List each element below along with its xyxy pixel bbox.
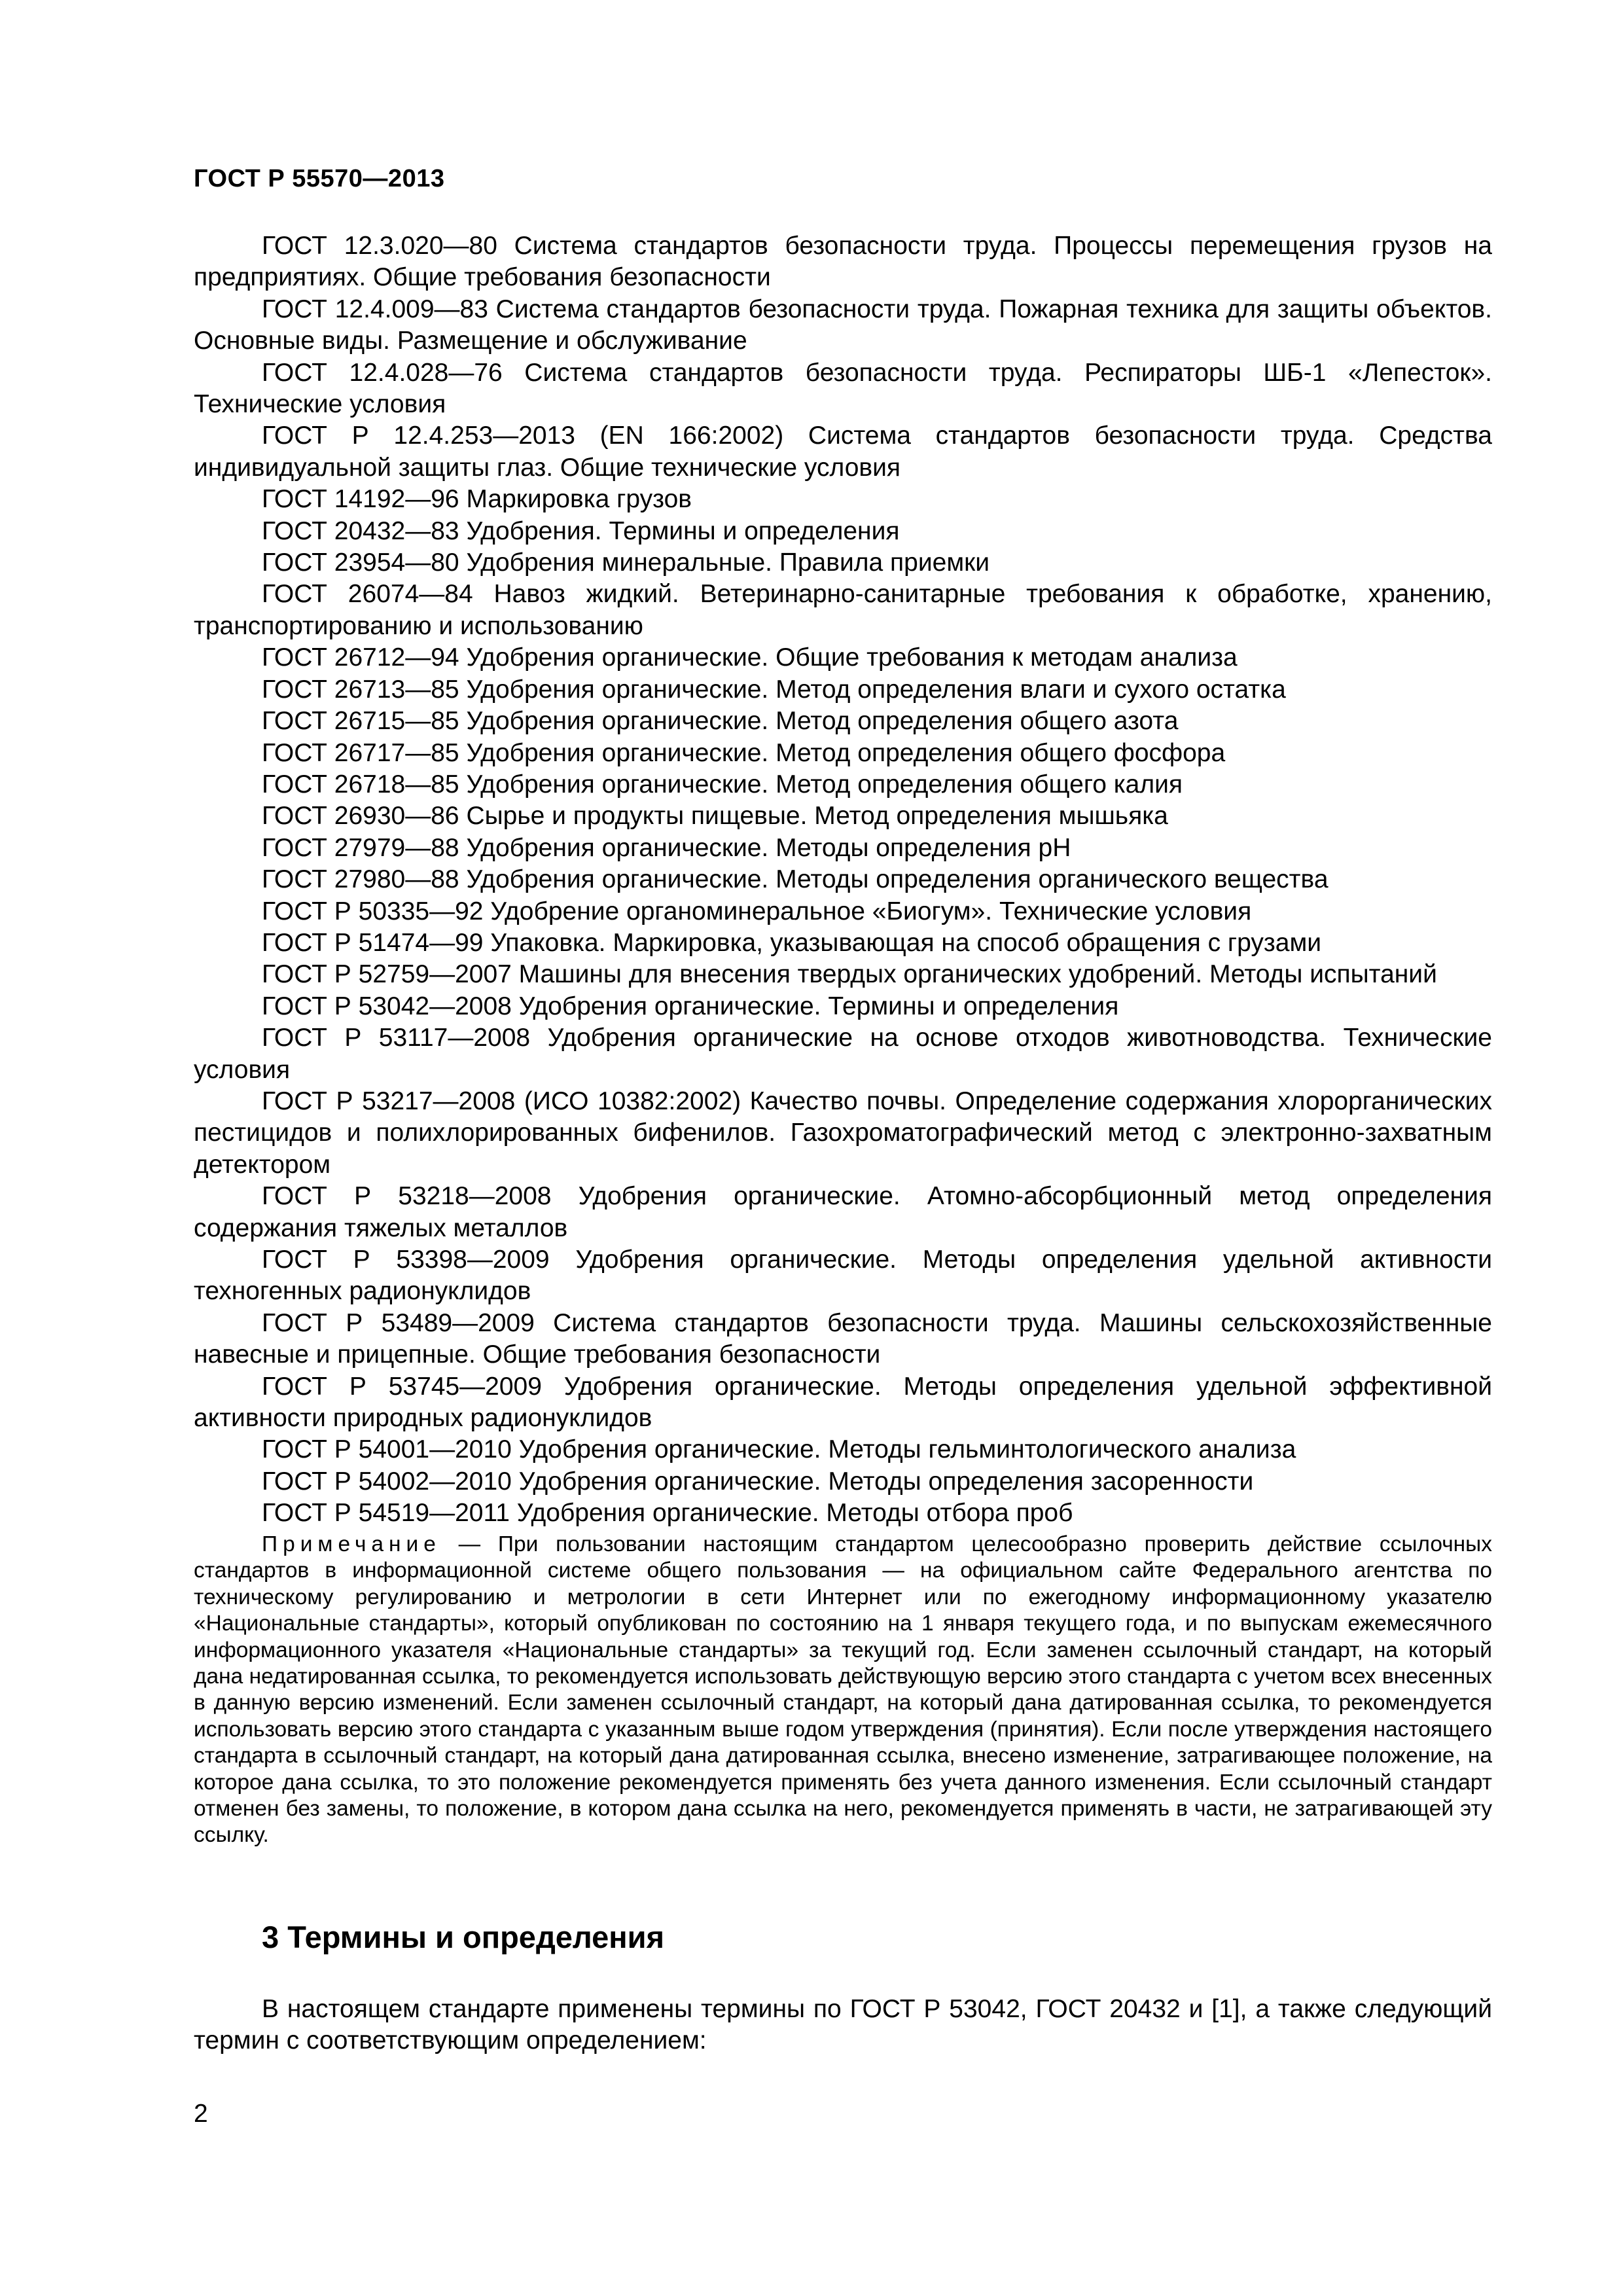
reference-item: ГОСТ 26718—85 Удобрения органические. Метод определения общего калия	[262, 770, 1183, 798]
reference-item: ГОСТ Р 54002—2010 Удобрения органические. Методы определения засоренности	[262, 1467, 1254, 1496]
page-number: 2	[194, 2100, 208, 2128]
reference-item: ГОСТ Р 53042—2008 Удобрения органические. Термины и определения	[262, 992, 1119, 1020]
reference-item: ГОСТ Р 50335—92 Удобрение органоминеральное «Биогум». Технические условия	[262, 897, 1252, 925]
reference-item: ГОСТ Р 53217—2008 (ИСО 10382:2002) Качество почвы. Определение содержания хлорорганических пестицидов и полихлорированных бифенилов. Газохроматографический метод с электронно-захватным детектором	[194, 1086, 1492, 1179]
reference-item: ГОСТ Р 53398—2009 Удобрения органические. Методы определения удельной активности техногенных радионуклидов	[194, 1246, 1492, 1306]
reference-item: ГОСТ 26717—85 Удобрения органические. Метод определения общего фосфора	[262, 738, 1226, 767]
note-text: — При пользовании настоящим стандартом целесообразно проверить действие ссылочных стандартов в информационной системе общего пользования — на официальном сайте Федерального агентства по техническому регулированию и метрологии в сети Интернет или по ежегодному информационному указателю «Национальные стандарты», который опубликован по состоянию на 1 января текущего года, и по выпускам ежемесячного информационного указателя «Национальные стандарты» за текущий год. Если заменен ссылочный стандарт, на который дана недатированная ссылка, то рекомендуется использовать действующую версию этого стандарта с учетом всех внесенных в данную версию изменений. Если заменен ссылочный стандарт, на который дана датированная ссылка, то рекомендуется использовать версию этого стандарта с указанным выше годом утверждения (принятия). Если после утверждения настоящего стандарта в ссылочный стандарт, на который дана датированная ссылка, внесено изменение, затрагивающее положение, на которое дана ссылка, то это положение рекомендуется применять без учета данного изменения. Если ссылочный стандарт отменен без замены, то положение, в котором дана ссылка на него, рекомендуется применять в части, не затрагивающей эту ссылку.	[194, 1532, 1492, 1848]
reference-item: ГОСТ 26074—84 Навоз жидкий. Ветеринарно-санитарные требования к обработке, хранению, транспортированию и использованию	[194, 580, 1492, 640]
reference-item: ГОСТ 26930—86 Сырье и продукты пищевые. Метод определения мышьяка	[262, 802, 1168, 831]
reference-item: ГОСТ Р 54519—2011 Удобрения органические. Методы отбора проб	[262, 1499, 1073, 1528]
reference-item: ГОСТ 26715—85 Удобрения органические. Метод определения общего азота	[262, 707, 1179, 736]
reference-item: ГОСТ 14192—96 Маркировка грузов	[262, 485, 692, 514]
note-paragraph	[194, 1532, 1492, 1849]
reference-item: ГОСТ 26712—94 Удобрения органические. Общие требования к методам анализа	[262, 643, 1238, 672]
reference-item: ГОСТ Р 53117—2008 Удобрения органические на основе отходов животноводства. Технические условия	[194, 1024, 1492, 1084]
document-code-header: ГОСТ Р 55570—2013	[194, 165, 445, 192]
section-heading: 3 Термины и определения	[262, 1920, 664, 1954]
reference-item: ГОСТ 12.3.020—80 Система стандартов безопасности труда. Процессы перемещения грузов на предприятиях. Общие требования безопасности	[194, 232, 1492, 292]
reference-item: ГОСТ 23954—80 Удобрения минеральные. Правила приемки	[262, 548, 990, 577]
reference-item: ГОСТ Р 53489—2009 Система стандартов безопасности труда. Машины сельскохозяйственные навесные и прицепные. Общие требования безопасности	[194, 1308, 1492, 1369]
reference-item: ГОСТ Р 51474—99 Упаковка. Маркировка, указывающая на способ обращения с грузами	[262, 928, 1322, 957]
reference-item: ГОСТ 12.4.028—76 Система стандартов безопасности труда. Респираторы ШБ-1 «Лепесток». Технические условия	[194, 358, 1492, 419]
reference-item: ГОСТ Р 53745—2009 Удобрения органические. Методы определения удельной эффективной активности природных радионуклидов	[194, 1372, 1492, 1433]
reference-item: ГОСТ Р 53218—2008 Удобрения органические. Атомно-абсорбционный метод определения содержания тяжелых металлов	[194, 1182, 1492, 1242]
reference-item: ГОСТ Р 52759—2007 Машины для внесения твердых органических удобрений. Методы испытаний	[262, 960, 1437, 989]
reference-item: ГОСТ 12.4.009—83 Система стандартов безопасности труда. Пожарная техника для защиты объектов. Основные виды. Размещение и обслуживание	[194, 295, 1492, 355]
note-label: Примечание	[262, 1532, 441, 1556]
reference-item: ГОСТ 27979—88 Удобрения органические. Методы определения pH	[262, 833, 1071, 862]
reference-item: ГОСТ 26713—85 Удобрения органические. Метод определения влаги и сухого остатка	[262, 675, 1286, 704]
section-intro-paragraph: В настоящем стандарте применены термины по ГОСТ Р 53042, ГОСТ 20432 и [1], а также следующий термин с соответствующим определением:	[194, 1995, 1492, 2055]
normative-references-list	[194, 230, 1492, 1530]
reference-item: ГОСТ Р 12.4.253—2013 (EN 166:2002) Система стандартов безопасности труда. Средства индивидуальной защиты глаз. Общие технические условия	[194, 422, 1492, 482]
reference-item: ГОСТ 27980—88 Удобрения органические. Методы определения органического вещества	[262, 865, 1329, 894]
reference-item: ГОСТ 20432—83 Удобрения. Термины и определения	[262, 516, 900, 545]
reference-item: ГОСТ Р 54001—2010 Удобрения органические. Методы гельминтологического анализа	[262, 1435, 1296, 1464]
